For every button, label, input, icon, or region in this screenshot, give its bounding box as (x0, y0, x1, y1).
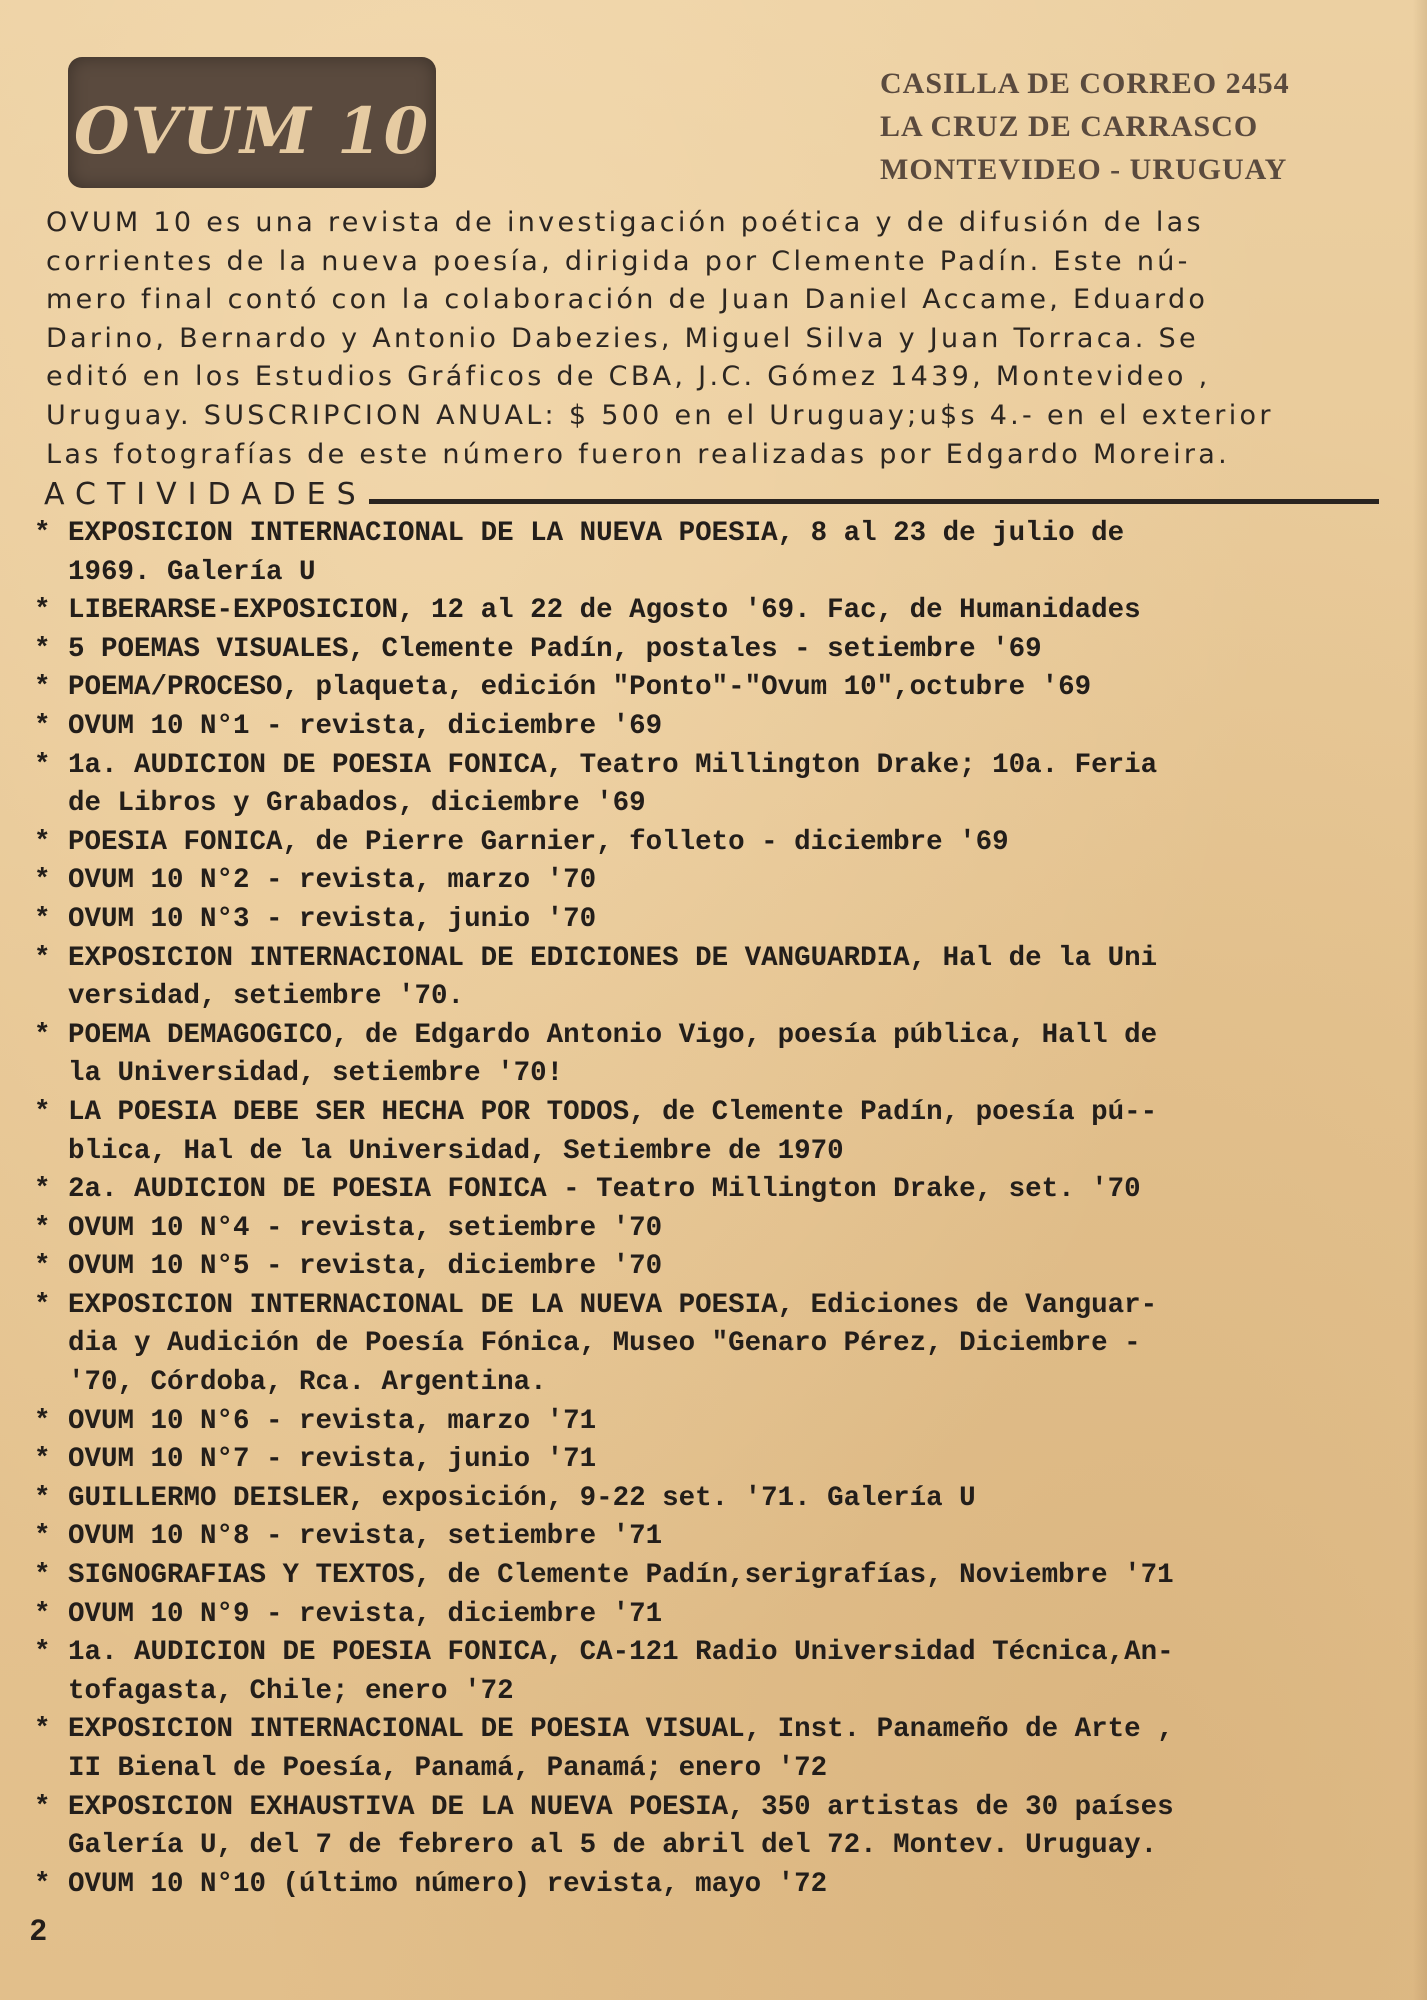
bullet-asterisk: * (34, 518, 51, 549)
activity-text (68, 1557, 1174, 1596)
activity-line: '70, Córdoba, Rca. Argentina. (68, 1367, 547, 1399)
bullet-asterisk: * (34, 865, 51, 897)
address-line: LA CRUZ DE CARRASCO (880, 110, 1259, 143)
bullet-asterisk: * (34, 1405, 51, 1437)
activity-line: 5 POEMAS VISUALES, Clemente Padín, postales - setiembre '69 (68, 633, 1042, 665)
page-edge-shadow (1413, 0, 1427, 2000)
activity-text (68, 1711, 1174, 1788)
activities-list (34, 515, 1404, 1904)
intro-paragraph (46, 204, 1396, 474)
intro-line: mero final contó con la colaboración de Juan Daniel Accame, Eduardo (46, 284, 1209, 316)
address-line: CASILLA DE CORREO 2454 (880, 67, 1290, 100)
activity-text (68, 592, 1141, 631)
activity-text (68, 1248, 662, 1287)
activity-line: OVUM 10 N°5 - revista, diciembre '70 (68, 1251, 663, 1283)
activity-line: 1a. AUDICION DE POESIA FONICA, Teatro Millington Drake; 10a. Feria (68, 749, 1158, 781)
bullet-asterisk: * (34, 1212, 51, 1244)
activity-text (68, 1403, 596, 1442)
activity-line: OVUM 10 N°1 - revista, diciembre '69 (68, 710, 663, 742)
address-line: MONTEVIDEO - URUGUAY (880, 153, 1288, 186)
activity-line: EXPOSICION INTERNACIONAL DE POESIA VISUAL, Inst. Panameño de Arte , (68, 1714, 1174, 1746)
activity-text (68, 708, 662, 747)
activity-line: tofagasta, Chile; enero '72 (68, 1675, 514, 1707)
activity-line: 1a. AUDICION DE POESIA FONICA, CA-121 Radio Universidad Técnica,An- (68, 1637, 1174, 1669)
mailing-address (880, 62, 1290, 191)
activities-header (44, 472, 1379, 516)
activity-text (68, 1171, 1141, 1210)
bullet-asterisk: * (34, 749, 51, 781)
activity-text (68, 1210, 662, 1249)
activity-text (68, 515, 1124, 592)
activity-item (34, 1171, 1404, 1210)
activity-text (68, 1596, 662, 1635)
activity-text (68, 1518, 662, 1557)
activity-line: EXPOSICION INTERNACIONAL DE LA NUEVA POESIA, 8 al 23 de julio de (68, 518, 1125, 549)
bullet-asterisk: * (34, 1482, 51, 1514)
activity-item (34, 669, 1404, 708)
activity-item (34, 1248, 1404, 1287)
bullet-asterisk: * (34, 1251, 51, 1283)
activity-line: EXPOSICION EXHAUSTIVA DE LA NUEVA POESIA, 350 artistas de 30 países (68, 1791, 1174, 1823)
activity-line: versidad, setiembre '70. (68, 981, 465, 1013)
activities-title: ACTIVIDADES (44, 476, 367, 512)
ovum-logo (68, 57, 436, 188)
activity-item (34, 1094, 1404, 1171)
activity-text (68, 631, 1042, 670)
activity-line: 2a. AUDICION DE POESIA FONICA - Teatro Millington Drake, set. '70 (68, 1174, 1141, 1206)
activity-line: OVUM 10 N°7 - revista, junio '71 (68, 1444, 597, 1476)
activity-line: EXPOSICION INTERNACIONAL DE EDICIONES DE VANGUARDIA, Hal de la Uni (68, 942, 1158, 974)
activity-line: OVUM 10 N°6 - revista, marzo '71 (68, 1405, 597, 1437)
bullet-asterisk: * (34, 1174, 51, 1206)
activity-line: blica, Hal de la Universidad, Setiembre de 1970 (68, 1135, 844, 1167)
intro-line: editó en los Estudios Gráficos de CBA, J.C. Gómez 1439, Montevideo , (46, 361, 1211, 393)
bullet-asterisk: * (34, 1560, 51, 1592)
activity-line: OVUM 10 N°2 - revista, marzo '70 (68, 865, 597, 897)
activity-line: GUILLERMO DEISLER, exposición, 9-22 set. '71. Galería U (68, 1482, 976, 1514)
activity-line: OVUM 10 N°10 (último número) revista, mayo '72 (68, 1868, 828, 1900)
activity-text (68, 1441, 596, 1480)
bullet-asterisk: * (34, 942, 51, 974)
activity-text (68, 824, 1009, 863)
activity-line: OVUM 10 N°4 - revista, setiembre '70 (68, 1212, 663, 1244)
bullet-asterisk: * (34, 1019, 51, 1051)
activity-item (34, 1596, 1404, 1635)
activity-text (68, 669, 1091, 708)
bullet-asterisk: * (34, 1598, 51, 1630)
activity-item (34, 940, 1404, 1017)
logo-text: OVUM 10 (73, 94, 431, 169)
activity-item (34, 824, 1404, 863)
intro-line: OVUM 10 es una revista de investigación poética y de difusión de las (46, 207, 1204, 238)
bullet-asterisk: * (34, 1637, 51, 1669)
activity-item (34, 515, 1404, 592)
activity-item (34, 862, 1404, 901)
activity-line: LA POESIA DEBE SER HECHA POR TODOS, de Clemente Padín, poesía pú-- (68, 1096, 1158, 1128)
intro-line: Las fotografías de este número fueron realizadas por Edgardo Moreira. (46, 438, 1231, 470)
activity-text (68, 1634, 1174, 1711)
activity-item (34, 1789, 1404, 1866)
activity-text (68, 1480, 976, 1519)
bullet-asterisk: * (34, 710, 51, 742)
activity-item (34, 592, 1404, 631)
bullet-asterisk: * (34, 672, 51, 704)
activity-item (34, 1711, 1404, 1788)
activity-text (68, 1017, 1157, 1094)
activity-line: dia y Audición de Poesía Fónica, Museo "Genaro Pérez, Diciembre - (68, 1328, 1141, 1360)
activity-line: SIGNOGRAFIAS Y TEXTOS, de Clemente Padín,serigrafías, Noviembre '71 (68, 1560, 1174, 1592)
activity-line: OVUM 10 N°8 - revista, setiembre '71 (68, 1521, 663, 1553)
activity-line: POESIA FONICA, de Pierre Garnier, folleto - diciembre '69 (68, 826, 1009, 858)
activity-line: LIBERARSE-EXPOSICION, 12 al 22 de Agosto '69. Fac, de Humanidades (68, 595, 1141, 627)
activity-item (34, 1634, 1404, 1711)
activity-item (34, 1866, 1404, 1905)
bullet-asterisk: * (34, 1868, 51, 1900)
activity-text (68, 901, 596, 940)
page-number: 2 (30, 1914, 47, 1947)
activity-item (34, 901, 1404, 940)
activity-line: la Universidad, setiembre '70! (68, 1058, 564, 1090)
activity-item (34, 1518, 1404, 1557)
bullet-asterisk: * (34, 1791, 51, 1823)
intro-line: Darino, Bernardo y Antonio Dabezies, Miguel Silva y Juan Torraca. Se (46, 322, 1199, 354)
activity-text (68, 1094, 1157, 1171)
intro-line: Uruguay. SUSCRIPCION ANUAL: $ 500 en el Uruguay;u$s 4.- en el exterior (46, 399, 1274, 431)
activity-item (34, 631, 1404, 670)
activity-line: 1969. Galería U (68, 556, 316, 588)
bullet-asterisk: * (34, 1714, 51, 1746)
activity-text (68, 1866, 827, 1905)
activity-item (34, 1403, 1404, 1442)
activity-line: OVUM 10 N°3 - revista, junio '70 (68, 903, 597, 935)
activity-item (34, 747, 1404, 824)
activity-item (34, 1287, 1404, 1403)
activity-line: EXPOSICION INTERNACIONAL DE LA NUEVA POESIA, Ediciones de Vanguar- (68, 1289, 1158, 1321)
bullet-asterisk: * (34, 1096, 51, 1128)
activity-text (68, 862, 596, 901)
activity-item (34, 708, 1404, 747)
activity-line: POEMA DEMAGOGICO, de Edgardo Antonio Vigo, poesía pública, Hall de (68, 1019, 1158, 1051)
activity-line: Galería U, del 7 de febrero al 5 de abril del 72. Montev. Uruguay. (68, 1830, 1158, 1862)
activity-item (34, 1441, 1404, 1480)
bullet-asterisk: * (34, 633, 51, 665)
header-rule (369, 499, 1379, 504)
bullet-asterisk: * (34, 1444, 51, 1476)
activity-item (34, 1557, 1404, 1596)
activity-line: II Bienal de Poesía, Panamá, Panamá; enero '72 (68, 1753, 828, 1784)
activity-text (68, 1789, 1174, 1866)
activity-line: POEMA/PROCESO, plaqueta, edición "Ponto"-"Ovum 10",octubre '69 (68, 672, 1092, 704)
bullet-asterisk: * (34, 1289, 51, 1321)
bullet-asterisk: * (34, 826, 51, 858)
activity-line: OVUM 10 N°9 - revista, diciembre '71 (68, 1598, 663, 1630)
bullet-asterisk: * (34, 1521, 51, 1553)
activity-text (68, 1287, 1157, 1403)
activity-item (34, 1210, 1404, 1249)
activity-item (34, 1017, 1404, 1094)
bullet-asterisk: * (34, 903, 51, 935)
activity-text (68, 940, 1157, 1017)
activity-text (68, 747, 1157, 824)
bullet-asterisk: * (34, 595, 51, 627)
intro-line: corrientes de la nueva poesía, dirigida por Clemente Padín. Este nú- (46, 245, 1191, 277)
activity-line: de Libros y Grabados, diciembre '69 (68, 788, 646, 820)
activity-item (34, 1480, 1404, 1519)
